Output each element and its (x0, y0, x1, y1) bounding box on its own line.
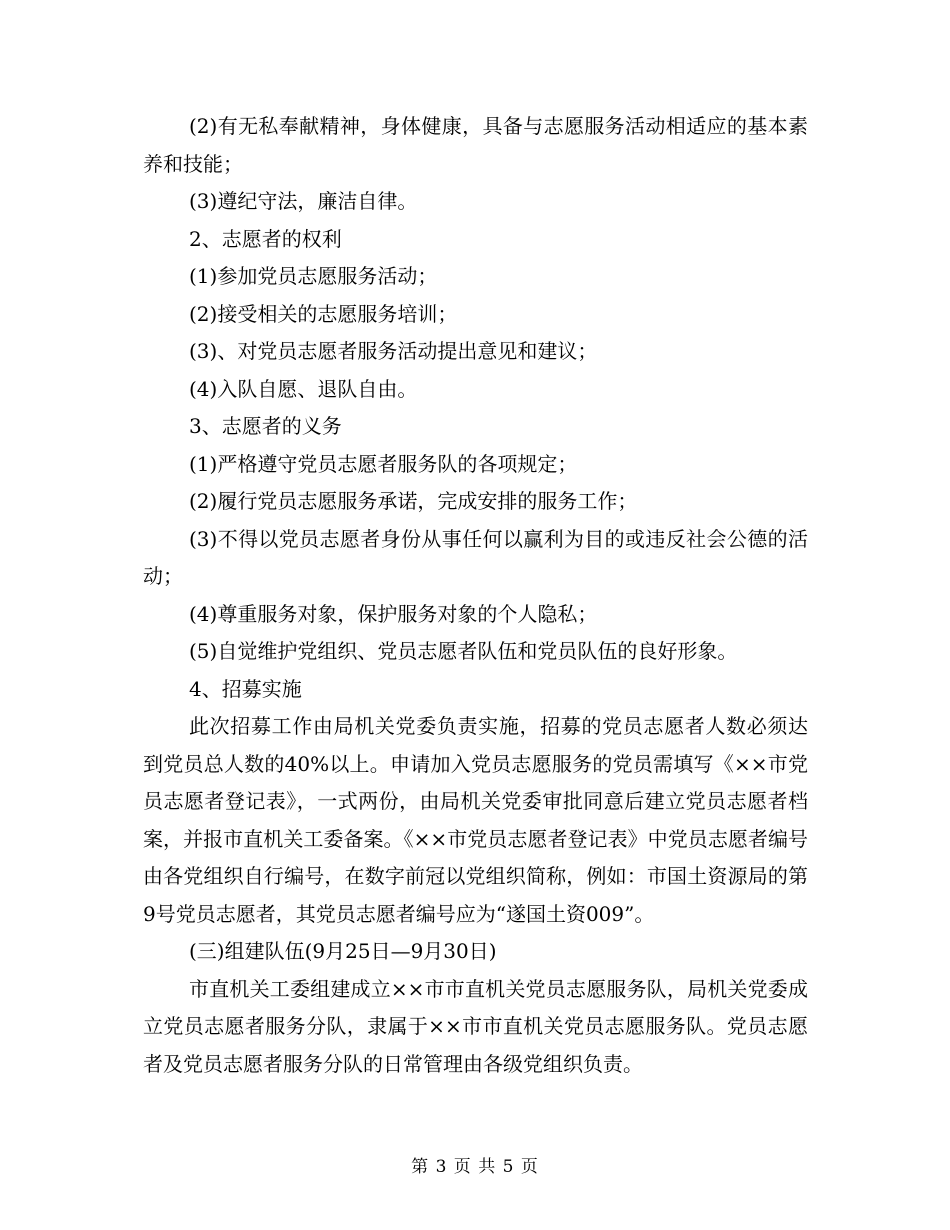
paragraph: 市直机关工委组建成立××市市直机关党员志愿服务队，局机关党委成立党员志愿者服务分队，隶属于××市市直机关党员志愿服务队。党员志愿者及党员志愿者服务分队的日常管理由各级党组织负责。 (143, 976, 808, 1076)
paragraph: (2)有无私奉献精神，身体健康，具备与志愿服务活动相适应的基本素养和技能； (143, 114, 808, 176)
paragraph: (3)不得以党员志愿者身份从事任何以赢利为目的或违反社会公德的活动； (143, 526, 808, 588)
paragraph: (5)自觉维护党组织、党员志愿者队伍和党员队伍的良好形象。 (189, 639, 738, 663)
paragraph: (2)履行党员志愿服务承诺，完成安排的服务工作； (189, 489, 638, 513)
paragraph: (1)严格遵守党员志愿者服务队的各项规定； (189, 451, 578, 476)
paragraph: 此次招募工作由局机关党委负责实施，招募的党员志愿者人数必须达到党员总人数的40%以上。申请加入党员志愿服务的党员需填写《××市党员志愿者登记表》，一式两份，由局机关党委审批同意后建立党员志愿者档案，并报市直机关工委备案。《××市党员志愿者登记表》中党员志愿者编号由各党组织自行编号，在数字前冠以党组织简称，例如：市国土资源局的第9号党员志愿者，其党员志愿者编号应为“遂国土资009”。 (143, 714, 808, 926)
paragraph: (2)接受相关的志愿服务培训； (189, 301, 458, 326)
document-body (143, 108, 808, 1083)
paragraph: (3)、对党员志愿者服务活动提出意见和建议； (189, 339, 598, 363)
section-heading: 4、招募实施 (189, 676, 302, 701)
paragraph: (3)遵纪守法，廉洁自律。 (189, 189, 418, 213)
paragraph: (1)参加党员志愿服务活动； (189, 264, 438, 288)
section-heading: 2、志愿者的权利 (189, 226, 342, 251)
page-footer: 第 3 页 共 5 页 (411, 1157, 539, 1177)
paragraph: (4)入队自愿、退队自由。 (189, 376, 418, 401)
section-heading: (三)组建队伍(9月25日—9月30日) (189, 939, 497, 963)
section-heading: 3、志愿者的义务 (189, 414, 342, 438)
paragraph: (4)尊重服务对象，保护服务对象的个人隐私； (189, 601, 598, 626)
